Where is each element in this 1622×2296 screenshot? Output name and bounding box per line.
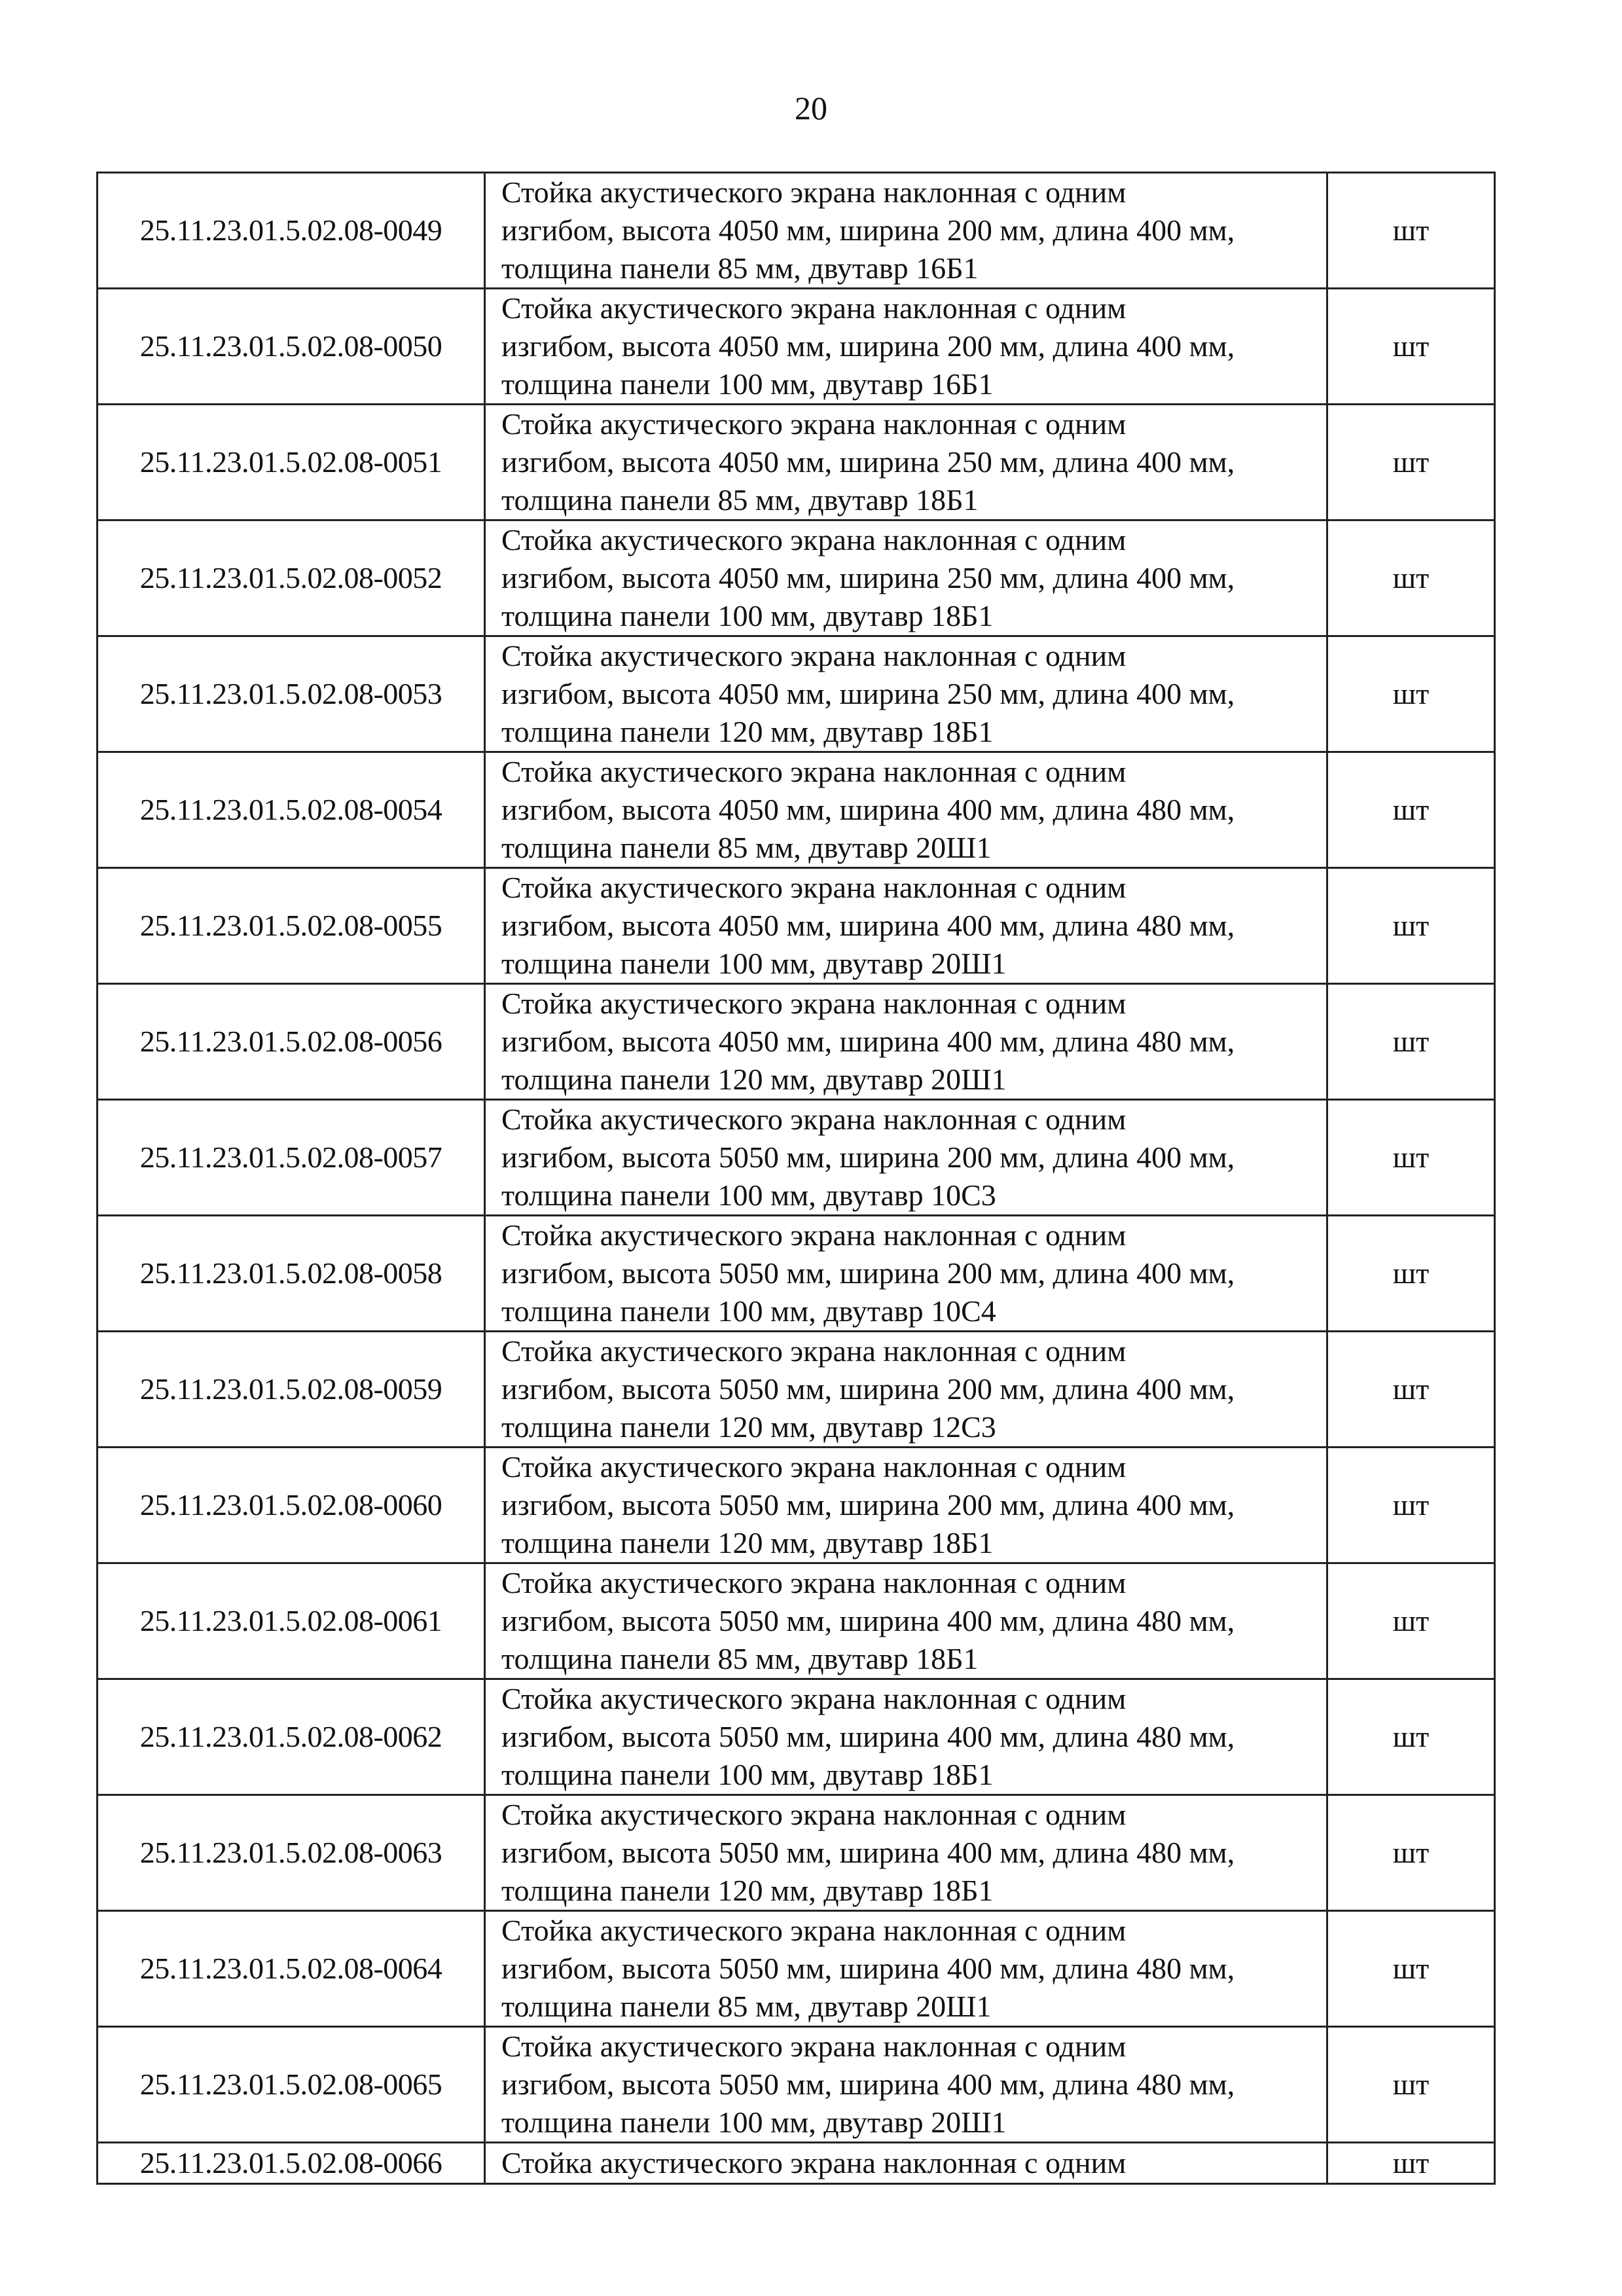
unit-of-measure: шт xyxy=(1327,1795,1495,1911)
resource-code: 25.11.23.01.5.02.08-0057 xyxy=(98,1100,485,1216)
unit-of-measure: шт xyxy=(1327,636,1495,752)
description-line: Стойка акустического экрана наклонная с одним xyxy=(501,871,1126,904)
table-row xyxy=(98,520,1495,636)
unit-of-measure: шт xyxy=(1327,1679,1495,1795)
description-line: изгибом, высота 5050 мм, ширина 200 мм, длина 400 мм, xyxy=(501,1488,1235,1522)
description-line: Стойка акустического экрана наклонная с одним xyxy=(501,1102,1126,1136)
resource-description xyxy=(485,289,1327,405)
resource-description xyxy=(485,984,1327,1100)
description-line: толщина панели 100 мм, двутавр 20Ш1 xyxy=(501,2105,1007,2139)
table-row xyxy=(98,984,1495,1100)
resource-description xyxy=(485,405,1327,520)
resource-description xyxy=(485,1100,1327,1216)
description-line: толщина панели 100 мм, двутавр 18Б1 xyxy=(501,1758,994,1791)
resource-description xyxy=(485,1332,1327,1448)
description-line: толщина панели 85 мм, двутавр 16Б1 xyxy=(501,251,979,285)
description-line: толщина панели 100 мм, двутавр 10С4 xyxy=(501,1294,996,1328)
description-line: изгибом, высота 4050 мм, ширина 200 мм, длина 400 мм, xyxy=(501,213,1235,247)
unit-of-measure: шт xyxy=(1327,1216,1495,1332)
table-row xyxy=(98,289,1495,405)
unit-of-measure: шт xyxy=(1327,2027,1495,2143)
description-line: Стойка акустического экрана наклонная с одним xyxy=(501,2030,1126,2063)
table-row xyxy=(98,1216,1495,1332)
resource-code: 25.11.23.01.5.02.08-0066 xyxy=(98,2143,485,2184)
resource-code: 25.11.23.01.5.02.08-0055 xyxy=(98,868,485,984)
description-line: Стойка акустического экрана наклонная с одним xyxy=(501,1334,1126,1368)
table-row xyxy=(98,173,1495,289)
resource-description xyxy=(485,2027,1327,2143)
resource-code: 25.11.23.01.5.02.08-0049 xyxy=(98,173,485,289)
description-line: изгибом, высота 5050 мм, ширина 400 мм, длина 480 мм, xyxy=(501,1604,1235,1637)
description-line: Стойка акустического экрана наклонная с одним xyxy=(501,1450,1126,1484)
unit-of-measure: шт xyxy=(1327,289,1495,405)
table-row xyxy=(98,405,1495,520)
description-line: изгибом, высота 4050 мм, ширина 250 мм, длина 400 мм, xyxy=(501,561,1235,594)
description-line: изгибом, высота 5050 мм, ширина 400 мм, длина 480 мм, xyxy=(501,1952,1235,1985)
description-line: Стойка акустического экрана наклонная с одним xyxy=(501,407,1126,441)
resource-code: 25.11.23.01.5.02.08-0054 xyxy=(98,752,485,868)
description-line: Стойка акустического экрана наклонная с одним xyxy=(501,987,1126,1020)
unit-of-measure: шт xyxy=(1327,752,1495,868)
resource-code: 25.11.23.01.5.02.08-0065 xyxy=(98,2027,485,2143)
resource-code: 25.11.23.01.5.02.08-0050 xyxy=(98,289,485,405)
resource-description xyxy=(485,173,1327,289)
description-line: Стойка акустического экрана наклонная с одним xyxy=(501,523,1126,556)
resource-description xyxy=(485,1216,1327,1332)
resource-code: 25.11.23.01.5.02.08-0062 xyxy=(98,1679,485,1795)
description-line: толщина панели 85 мм, двутавр 20Ш1 xyxy=(501,831,992,864)
description-line: толщина панели 120 мм, двутавр 18Б1 xyxy=(501,1874,994,1907)
description-line: Стойка акустического экрана наклонная с одним xyxy=(501,2146,1126,2179)
resource-description xyxy=(485,1795,1327,1911)
specification-table xyxy=(96,172,1496,2185)
unit-of-measure: шт xyxy=(1327,984,1495,1100)
resource-code: 25.11.23.01.5.02.08-0063 xyxy=(98,1795,485,1911)
table-row xyxy=(98,752,1495,868)
table-row xyxy=(98,1332,1495,1448)
table-row xyxy=(98,2027,1495,2143)
description-line: Стойка акустического экрана наклонная с одним xyxy=(501,1914,1126,1947)
description-line: толщина панели 85 мм, двутавр 18Б1 xyxy=(501,1642,979,1675)
resource-description xyxy=(485,1448,1327,1563)
unit-of-measure: шт xyxy=(1327,1448,1495,1563)
table-row xyxy=(98,1679,1495,1795)
description-line: толщина панели 100 мм, двутавр 18Б1 xyxy=(501,599,994,632)
resource-description xyxy=(485,1563,1327,1679)
description-line: изгибом, высота 4050 мм, ширина 200 мм, длина 400 мм, xyxy=(501,329,1235,363)
page-number: 20 xyxy=(795,90,827,126)
description-line: изгибом, высота 4050 мм, ширина 250 мм, длина 400 мм, xyxy=(501,677,1235,710)
unit-of-measure: шт xyxy=(1327,1911,1495,2027)
description-line: толщина панели 120 мм, двутавр 18Б1 xyxy=(501,715,994,748)
unit-of-measure: шт xyxy=(1327,173,1495,289)
description-line: изгибом, высота 4050 мм, ширина 400 мм, длина 480 мм, xyxy=(501,1025,1235,1058)
resource-description xyxy=(485,2143,1327,2184)
table-row xyxy=(98,868,1495,984)
description-line: Стойка акустического экрана наклонная с одним xyxy=(501,639,1126,672)
table-row xyxy=(98,1448,1495,1563)
table-row xyxy=(98,1100,1495,1216)
description-line: Стойка акустического экрана наклонная с одним xyxy=(501,1682,1126,1715)
description-line: изгибом, высота 5050 мм, ширина 200 мм, длина 400 мм, xyxy=(501,1140,1235,1174)
description-line: толщина панели 100 мм, двутавр 10С3 xyxy=(501,1178,996,1212)
description-line: изгибом, высота 4050 мм, ширина 400 мм, длина 480 мм, xyxy=(501,909,1235,942)
description-line: изгибом, высота 5050 мм, ширина 200 мм, длина 400 мм, xyxy=(501,1256,1235,1290)
description-line: изгибом, высота 4050 мм, ширина 250 мм, длина 400 мм, xyxy=(501,445,1235,479)
resource-code: 25.11.23.01.5.02.08-0060 xyxy=(98,1448,485,1563)
unit-of-measure: шт xyxy=(1327,868,1495,984)
resource-description xyxy=(485,636,1327,752)
unit-of-measure: шт xyxy=(1327,2143,1495,2184)
description-line: изгибом, высота 5050 мм, ширина 400 мм, длина 480 мм, xyxy=(501,1836,1235,1869)
resource-code: 25.11.23.01.5.02.08-0052 xyxy=(98,520,485,636)
table-body xyxy=(98,173,1495,2184)
resource-code: 25.11.23.01.5.02.08-0059 xyxy=(98,1332,485,1448)
unit-of-measure: шт xyxy=(1327,1332,1495,1448)
unit-of-measure: шт xyxy=(1327,520,1495,636)
unit-of-measure: шт xyxy=(1327,405,1495,520)
description-line: толщина панели 120 мм, двутавр 20Ш1 xyxy=(501,1063,1007,1096)
description-line: толщина панели 120 мм, двутавр 18Б1 xyxy=(501,1526,994,1559)
description-line: изгибом, высота 4050 мм, ширина 400 мм, длина 480 мм, xyxy=(501,793,1235,826)
table-row xyxy=(98,1795,1495,1911)
table-row xyxy=(98,2143,1495,2184)
description-line: Стойка акустического экрана наклонная с одним xyxy=(501,175,1126,209)
description-line: Стойка акустического экрана наклонная с одним xyxy=(501,1218,1126,1252)
resource-description xyxy=(485,1911,1327,2027)
resource-code: 25.11.23.01.5.02.08-0058 xyxy=(98,1216,485,1332)
description-line: толщина панели 85 мм, двутавр 20Ш1 xyxy=(501,1990,992,2023)
description-line: толщина панели 85 мм, двутавр 18Б1 xyxy=(501,483,979,517)
description-line: Стойка акустического экрана наклонная с одним xyxy=(501,291,1126,325)
description-line: толщина панели 100 мм, двутавр 16Б1 xyxy=(501,367,994,401)
resource-code: 25.11.23.01.5.02.08-0051 xyxy=(98,405,485,520)
description-line: Стойка акустического экрана наклонная с одним xyxy=(501,755,1126,788)
table-row xyxy=(98,1563,1495,1679)
description-line: изгибом, высота 5050 мм, ширина 400 мм, длина 480 мм, xyxy=(501,1720,1235,1753)
resource-code: 25.11.23.01.5.02.08-0061 xyxy=(98,1563,485,1679)
table-row xyxy=(98,636,1495,752)
unit-of-measure: шт xyxy=(1327,1100,1495,1216)
unit-of-measure: шт xyxy=(1327,1563,1495,1679)
description-line: изгибом, высота 5050 мм, ширина 200 мм, длина 400 мм, xyxy=(501,1372,1235,1406)
resource-code: 25.11.23.01.5.02.08-0064 xyxy=(98,1911,485,2027)
resource-description xyxy=(485,520,1327,636)
resource-code: 25.11.23.01.5.02.08-0053 xyxy=(98,636,485,752)
resource-description xyxy=(485,752,1327,868)
resource-description xyxy=(485,1679,1327,1795)
description-line: изгибом, высота 5050 мм, ширина 400 мм, длина 480 мм, xyxy=(501,2068,1235,2101)
resource-code: 25.11.23.01.5.02.08-0056 xyxy=(98,984,485,1100)
description-line: толщина панели 100 мм, двутавр 20Ш1 xyxy=(501,947,1007,980)
description-line: Стойка акустического экрана наклонная с одним xyxy=(501,1798,1126,1831)
description-line: толщина панели 120 мм, двутавр 12С3 xyxy=(501,1410,996,1444)
resource-description xyxy=(485,868,1327,984)
description-line: Стойка акустического экрана наклонная с одним xyxy=(501,1566,1126,1599)
table-row xyxy=(98,1911,1495,2027)
